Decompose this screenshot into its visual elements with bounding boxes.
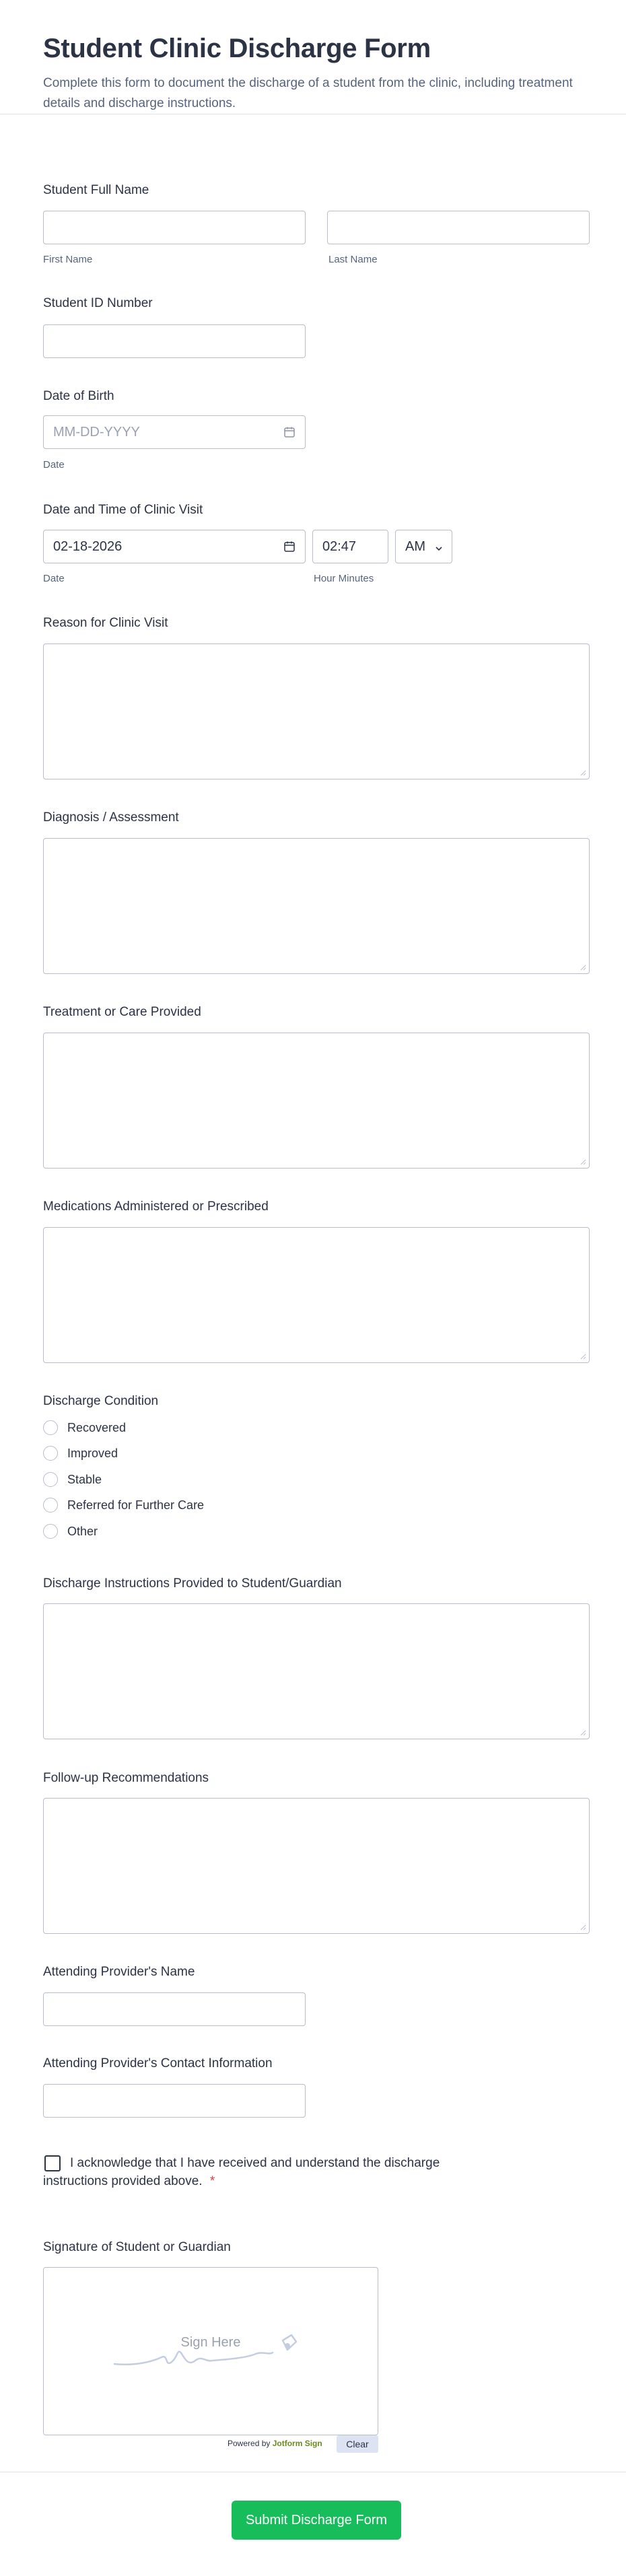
dob-sublabel: Date xyxy=(43,459,65,471)
condition-label: Discharge Condition xyxy=(43,1394,159,1408)
radio-label: Recovered xyxy=(67,1420,127,1434)
calendar-icon[interactable] xyxy=(283,426,295,442)
last-name-input[interactable] xyxy=(327,211,590,244)
diagnosis-textarea[interactable] xyxy=(43,838,590,974)
student-name-label: Student Full Name xyxy=(43,183,149,197)
first-name-sublabel: First Name xyxy=(43,254,93,265)
clear-label: Clear xyxy=(346,2439,369,2449)
last-name-sublabel: Last Name xyxy=(328,254,378,265)
chevron-down-icon xyxy=(434,542,444,557)
radio-circle[interactable] xyxy=(43,1498,58,1512)
radio-circle[interactable] xyxy=(43,1524,58,1539)
signature-pad[interactable] xyxy=(43,2267,378,2435)
provider-contact-label: Attending Provider's Contact Information xyxy=(43,2056,273,2070)
visit-time-sublabel: Hour Minutes xyxy=(314,573,374,584)
ampm-value: AM xyxy=(405,538,425,554)
reason-textarea[interactable] xyxy=(43,643,590,779)
visit-date-input[interactable] xyxy=(43,530,306,563)
followup-textarea[interactable] xyxy=(43,1798,590,1934)
powered-by-text: Powered by xyxy=(228,2439,271,2448)
dob-input[interactable] xyxy=(43,415,306,449)
visit-time-input[interactable] xyxy=(312,530,388,563)
visit-time-value: 02:47 xyxy=(322,538,357,554)
radio-option-other[interactable] xyxy=(43,1524,98,1539)
radio-circle[interactable] xyxy=(43,1420,58,1435)
form-title: Student Clinic Discharge Form xyxy=(43,34,431,63)
signature-placeholder: Sign Here xyxy=(180,2335,241,2350)
required-mark: * xyxy=(209,2174,215,2188)
radio-option-recovered[interactable] xyxy=(43,1420,126,1435)
signature-scribble-icon xyxy=(111,2327,313,2374)
radio-label: Improved xyxy=(67,1446,118,1460)
provider-name-input[interactable] xyxy=(43,1992,306,2026)
provider-contact-input[interactable] xyxy=(43,2084,306,2118)
submit-button[interactable] xyxy=(232,2501,401,2540)
dob-placeholder: MM-DD-YYYY xyxy=(53,424,140,440)
visit-date-sublabel: Date xyxy=(43,573,65,584)
visit-label: Date and Time of Clinic Visit xyxy=(43,503,203,517)
acknowledge-label: I acknowledge that I have received and understand the discharge instructions provided above. xyxy=(43,2156,440,2188)
resize-handle-icon[interactable] xyxy=(580,1158,586,1165)
form-header xyxy=(0,0,626,114)
instructions-label: Discharge Instructions Provided to Student/Guardian xyxy=(43,1576,342,1591)
radio-label: Other xyxy=(67,1524,98,1538)
calendar-icon[interactable] xyxy=(283,541,295,557)
submit-label: Submit Discharge Form xyxy=(245,2512,388,2528)
radio-option-improved[interactable] xyxy=(43,1446,118,1461)
radio-label: Stable xyxy=(67,1472,102,1486)
provider-name-label: Attending Provider's Name xyxy=(43,1965,195,1979)
medications-label: Medications Administered or Prescribed xyxy=(43,1199,269,1214)
resize-handle-icon[interactable] xyxy=(580,1353,586,1360)
radio-label: Referred for Further Care xyxy=(67,1498,205,1512)
resize-handle-icon[interactable] xyxy=(580,964,586,971)
reason-label: Reason for Clinic Visit xyxy=(43,616,168,630)
radio-option-referred[interactable] xyxy=(43,1498,204,1512)
acknowledge-text xyxy=(43,2154,508,2190)
dob-label: Date of Birth xyxy=(43,389,114,403)
instructions-textarea[interactable] xyxy=(43,1603,590,1739)
resize-handle-icon[interactable] xyxy=(580,1729,586,1736)
student-id-label: Student ID Number xyxy=(43,296,153,310)
treatment-textarea[interactable] xyxy=(43,1033,590,1169)
first-name-input[interactable] xyxy=(43,211,306,244)
resize-handle-icon[interactable] xyxy=(580,1924,586,1930)
signature-label: Signature of Student or Guardian xyxy=(43,2240,231,2254)
radio-circle[interactable] xyxy=(43,1446,58,1461)
radio-option-stable[interactable] xyxy=(43,1472,102,1487)
ampm-select[interactable] xyxy=(395,530,452,563)
radio-circle[interactable] xyxy=(43,1472,58,1487)
treatment-label: Treatment or Care Provided xyxy=(43,1005,201,1019)
clear-signature-button[interactable] xyxy=(337,2435,378,2453)
submit-area xyxy=(0,2472,626,2576)
visit-date-value: 02-18-2026 xyxy=(53,538,123,554)
resize-handle-icon[interactable] xyxy=(580,769,586,776)
student-id-input[interactable] xyxy=(43,324,306,358)
diagnosis-label: Diagnosis / Assessment xyxy=(43,810,179,825)
followup-label: Follow-up Recommendations xyxy=(43,1771,209,1785)
medications-textarea[interactable] xyxy=(43,1227,590,1363)
jotform-sign-brand: Jotform Sign xyxy=(272,2439,322,2448)
form-description: Complete this form to document the discharge of a student from the clinic, including treatment details and discharge instructions. xyxy=(43,76,573,110)
powered-by xyxy=(228,2439,322,2448)
